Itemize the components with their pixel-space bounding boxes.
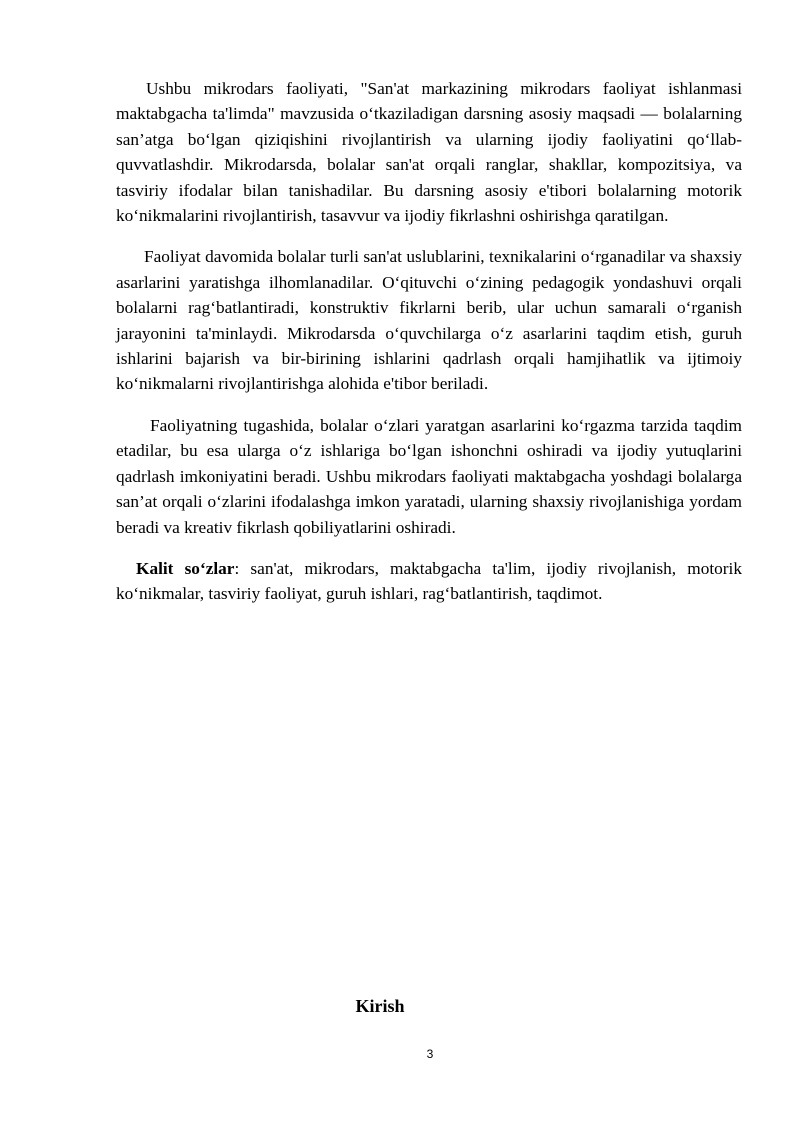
section-heading: Kirish xyxy=(355,996,405,1016)
paragraph-abstract-conclusion: Faoliyatning tugashida, bolalar o‘zlari yaratgan asarlarini ko‘rgazma tarzida taqdim etadilar, bu esa ularga o‘z ishlariga bo‘lgan ishonchni oshiradi va ijodiy yutuqlarini qadrlash imkoniyatini beradi. Ushbu mikrodars faoliyati maktabgacha yoshdagi bolalarga san’at orqali o‘zlarini ifodalashga imkon yaratadi, ularning shaxsiy rivojlanishiga yordam beradi va kreativ fikrlash qobiliyatlarini oshiradi. xyxy=(116,415,742,537)
paragraph-abstract-purpose: Ushbu mikrodars faoliyati, "San'at markazining mikrodars faoliyat ishlanmasi maktabgacha ta'limda" mavzusida o‘tkaziladigan darsning asosiy maqsadi — bolalarning san’atga bo‘lgan qiziqishini rivojlantirish va ularning ijodiy faoliyatini qo‘llab-quvvatlashdir. Mikrodarsda, bolalar san'at orqali ranglar, shakllar, kompozitsiya, va tasviriy ifodalar bilan tanishadilar. Bu darsning asosiy e'tibori bolalarning motorik ko‘nikmalarini rivojlantirish, tasavvur va ijodiy fikrlashni oshirishga qaratilgan. xyxy=(116,79,742,226)
keywords-paragraph xyxy=(116,556,742,607)
keywords-list: : san'at, mikrodars, maktabgacha ta'lim, ijodiy rivojlanish, motorik ko‘nikmalar, tasviriy faoliyat, guruh ishlari, rag‘batlantirish, taqdimot. xyxy=(116,558,742,604)
keywords-label: Kalit so‘zlar xyxy=(136,558,235,578)
paragraph-abstract-activity: Faoliyat davomida bolalar turli san'at uslublarini, texnikalarini o‘rganadilar va shaxsiy asarlarini yaratishga ilhomlanadilar. O‘qituvchi o‘zining pedagogik yondashuvi orqali bolalarni rag‘batlantiradi, konstruktiv fikrlarni berib, ular uchun samarali o‘rganish jarayonini ta'minlaydi. Mikrodarsda o‘quvchilarga o‘z asarlarini taqdim etish, guruh ishlarini bajarish va bir-birining ishlarini qadrlash orqali hamjihatlik va ijtimoiy ko‘nikmalarni rivojlantirishga alohida e'tibor beriladi. xyxy=(116,247,742,394)
page-number: 3 xyxy=(426,1047,434,1061)
document-body xyxy=(116,76,742,607)
